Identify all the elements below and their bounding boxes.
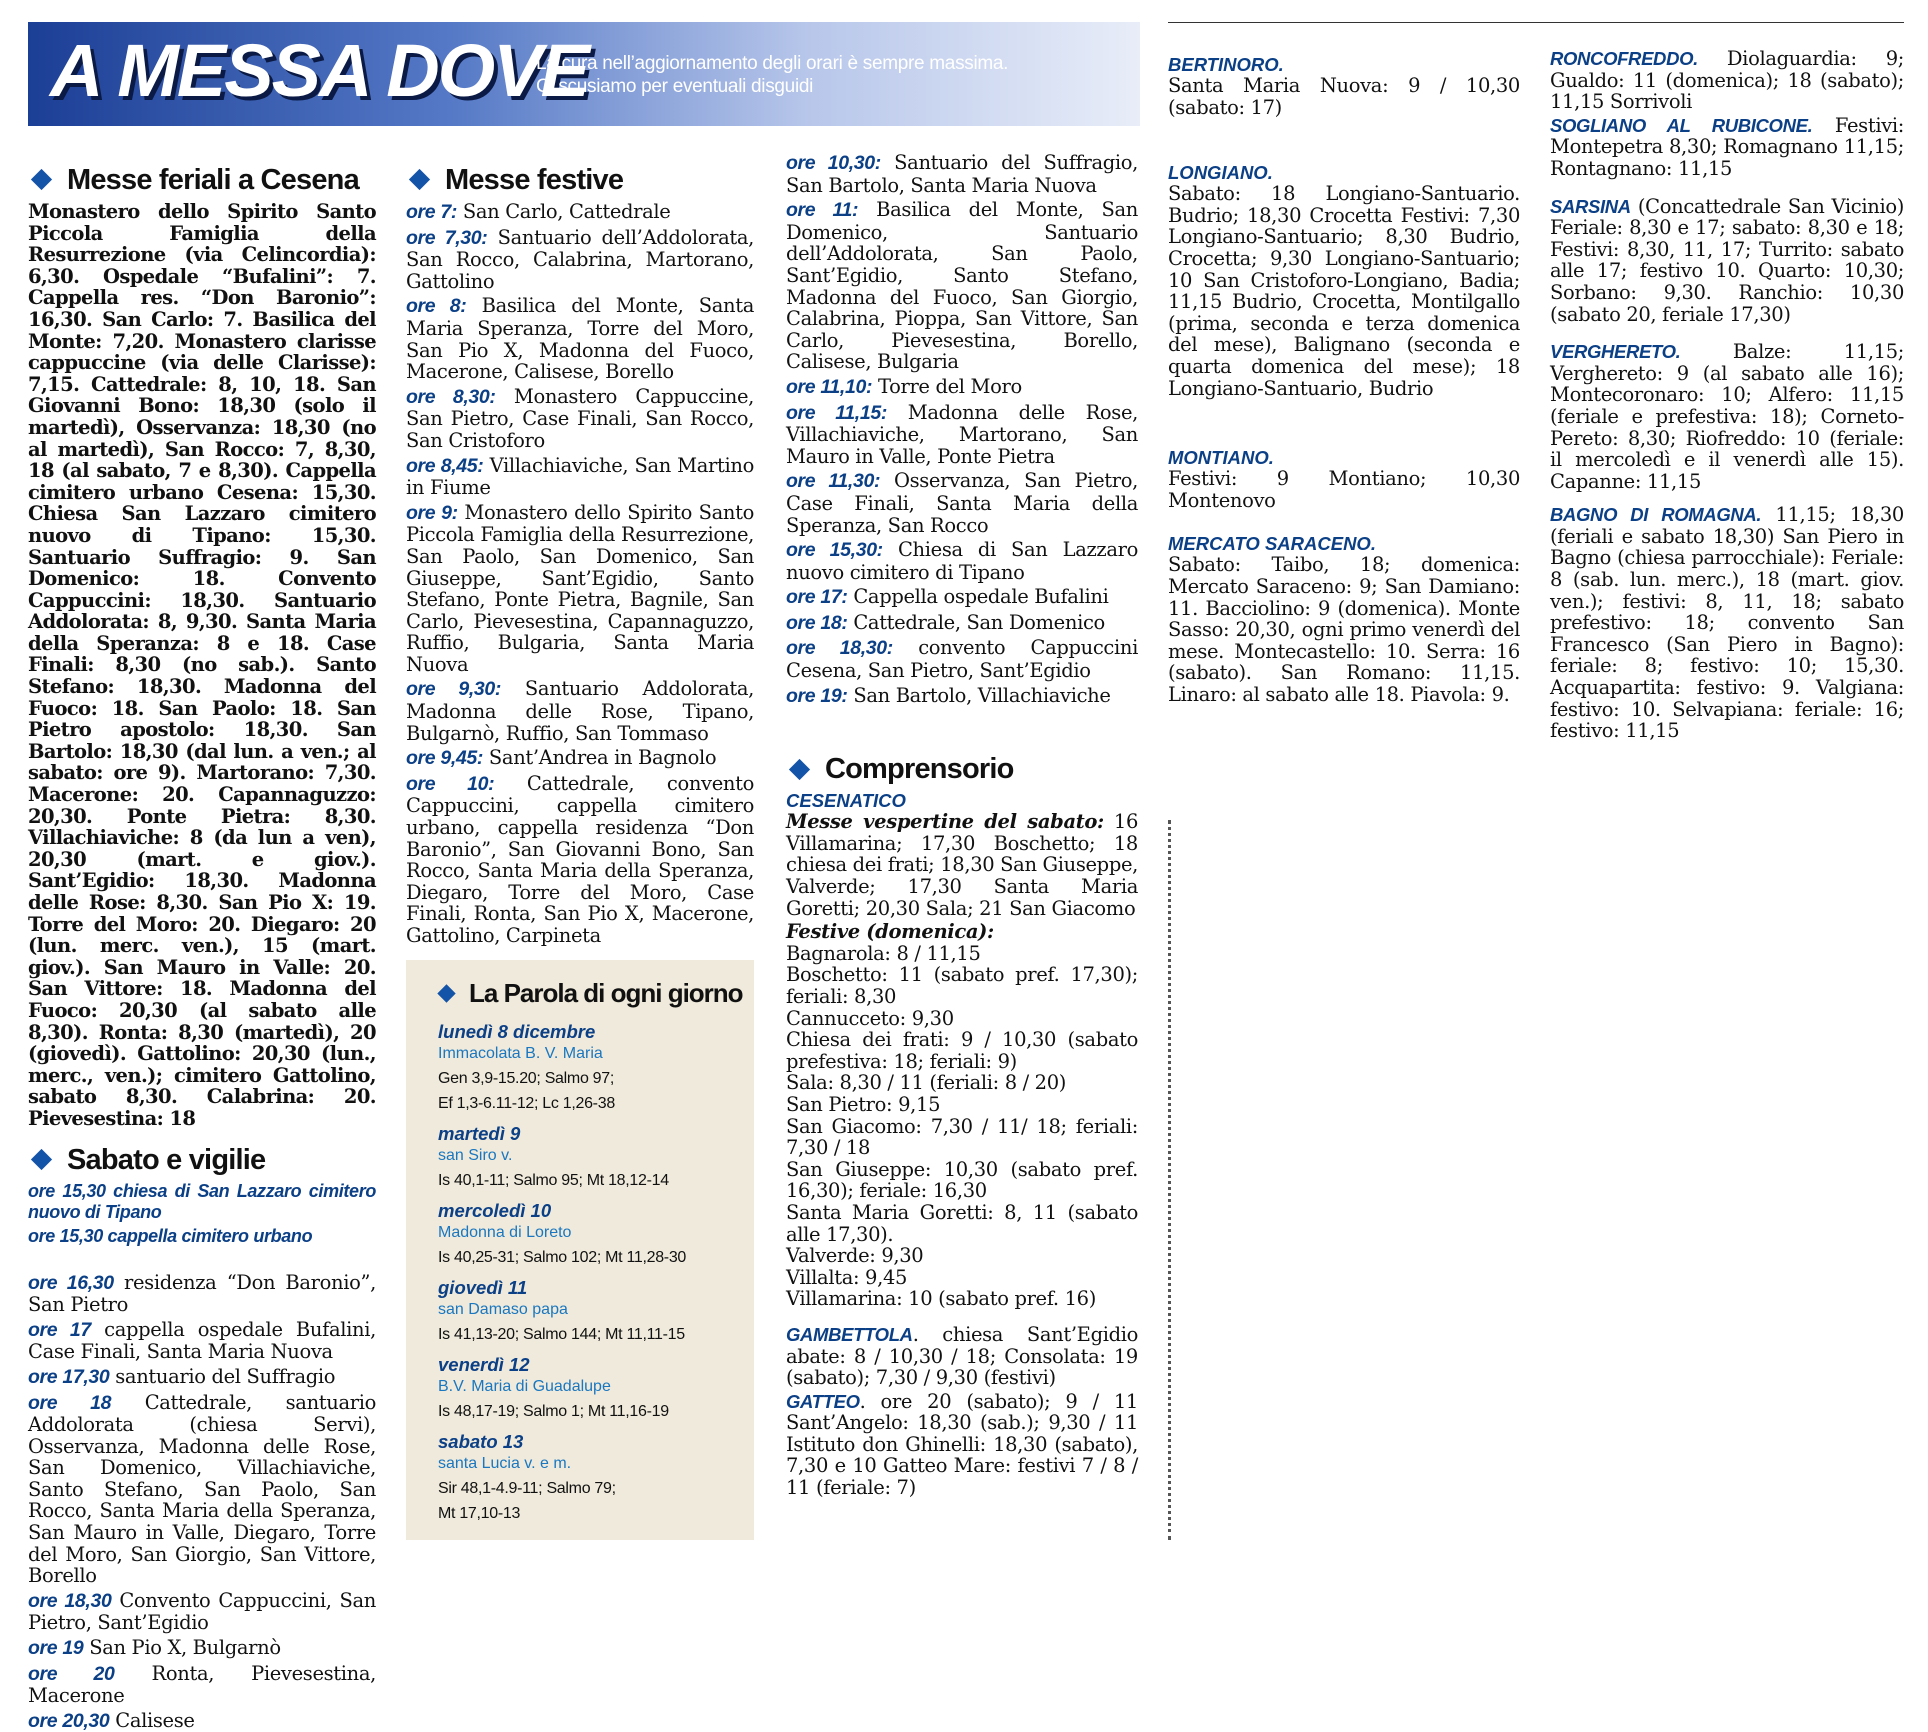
festive-entry: ore 9: Monastero dello Spirito Santo Piccola Famiglia della Resurrezione, San Paolo, San Domenico, San Giuseppe, Sant’Egidio, Santo Stefano, Ponte Pietra, Bagnile, San Carlo, Pievesestina, Capannaguzzo, Ruffio, Bulgaria, Santa Maria Nuova (406, 500, 754, 676)
cesenatico-line: Chiesa dei frati: 9 / 10,30 (sabato prefestiva: 18; feriali: 9) (786, 1028, 1138, 1073)
parola-box (406, 960, 754, 1540)
longiano-text: Sabato: 18 Longiano-Santuario. Budrio; 18,30 Crocetta Festivi: 7,30 Longiano-Santuario; 8,30 Budrio, Crocetta; 9,30 Longiano-Santuario; 10 San Cristoforo-Longiano, Badia; 11,15 Budrio, Crocetta, Montilgallo (prima, seconda e terza domenica del mese), Balignano (seconda e quarta domenica del mese); 18 Longiano-Santuario, Budrio (1168, 182, 1520, 400)
bertinoro-text: Santa Maria Nuova: 9 / 10,30 (sabato: 17) (1168, 74, 1520, 119)
montiano-text: Festivi: 9 Montiano; 10,30 Montenovo (1168, 467, 1520, 512)
parola-saint: B.V. Maria di Guadalupe (438, 1378, 611, 1395)
banner-subtitle-line-1: La cura nell’aggiornamento degli orari è sempre massima. (536, 53, 1009, 74)
cesenatico-line: Santa Maria Goretti: 8, 11 (sabato alle 17,30). (786, 1200, 1138, 1246)
sabato-entry: ore 20,30 Calisese (28, 1708, 195, 1732)
festive-entry: ore 15,30: Chiesa di San Lazzaro nuovo cimitero di Tipano (786, 538, 1138, 584)
sarsina-entry: SARSINA (Concattedrale San Vicinio) Feriale: 8,30 e 17; sabato: 8,30 e 18; Festivi: 8,30, 11, 17; Turrito: sabato alle 17; festivo 10. Quarto: 10,30; Sorbano: 9,30. Ranchio: 10,30 (sabato 20, feriale 17,30) (1550, 194, 1904, 326)
cesenatico-line: San Pietro: 9,15 (786, 1092, 941, 1116)
sabato-entry: ore 16,30 residenza “Don Baronio”, San Pietro (28, 1270, 376, 1317)
top-rule (1168, 22, 1904, 23)
location-mercato-saraceno: MERCATO SARACENO. (1168, 533, 1376, 555)
sabato-intro-1: ore 15,30 chiesa di San Lazzaro cimitero nuovo di Tipano (28, 1180, 376, 1222)
festive-entry: ore 19: San Bartolo, Villachiaviche (786, 683, 1111, 707)
festive-entry: ore 9,30: Santuario Addolorata, Madonna delle Rose, Tipano, Bulgarnò, Ruffio, San Tommaso (406, 677, 754, 745)
festive-entry: ore 7: San Carlo, Cattedrale (406, 200, 671, 223)
sogliano-entry: SOGLIANO AL RUBICONE. Festivi: Montepetra 8,30; Romagnano 11,15; Rontagnano: 11,15 (1550, 113, 1904, 180)
parola-saint: Immacolata B. V. Maria (438, 1045, 603, 1062)
festive-entry: ore 11,15: Madonna delle Rose, Villachiaviche, Martorano, San Mauro in Valle, Ponte Pietra (786, 400, 1139, 468)
parola-day: sabato 13 (438, 1431, 524, 1452)
parola-readings: Gen 3,9-15.20; Salmo 97; (438, 1070, 615, 1087)
gatteo-entry: GATTEO. ore 20 (sabato); 9 / 11 Sant’Angelo: 18,30 (sab.); 9,30 / 11 Istituto don Ghinelli: 18,30 (sabato), 7,30 e 10 Gatteo Mare: festivi 7 / 8 / 11 (feriale: 7) (786, 1389, 1138, 1500)
parola-saint: san Damaso papa (438, 1301, 568, 1318)
column-feriali (28, 158, 376, 1732)
banner-subtitle (536, 52, 1008, 98)
parola-list (406, 1021, 754, 1525)
page-title: A MESSA DOVE (50, 29, 588, 112)
cesenatico-festive-label: Festive (domenica): (786, 920, 994, 944)
diamond-bullet-icon (409, 169, 430, 190)
parola-readings: Mt 17,10-13 (438, 1505, 521, 1522)
festive-entry: ore 8: Basilica del Monte, Santa Maria Speranza, Torre del Moro, San Pio X, Madonna del Fuoco, Macerone, Calisese, Borello (406, 294, 754, 384)
sabato-entry: ore 20 Ronta, Pievesestina, Macerone (28, 1661, 376, 1708)
cesenatico-line: Cannucceto: 9,30 (786, 1006, 954, 1030)
festive-entry: ore 18: Cattedrale, San Domenico (786, 610, 1105, 634)
section-heading-festive: Messe festive (406, 164, 754, 197)
sabato-entry: ore 17,30 santuario del Suffragio (28, 1364, 336, 1388)
festive-entry: ore 8,30: Monastero Cappuccine, San Pietro, Case Finali, San Rocco, San Cristoforo (406, 384, 754, 452)
cesenatico-line: San Giacomo: 7,30 / 11/ 18; feriali: 7,30 / 18 (786, 1114, 1138, 1160)
cesenatico-line: Sala: 8,30 / 11 (feriali: 8 / 20) (786, 1071, 1067, 1095)
cesenatico-line: Valverde: 9,30 (786, 1244, 924, 1268)
sabato-entry: ore 17 cappella ospedale Bufalini, Case Finali, Santa Maria Nuova (28, 1317, 376, 1364)
festive-entry: ore 11: Basilica del Monte, San Domenico, Santuario dell’Addolorata, San Paolo, Sant’Egidio, Santo Stefano, Madonna del Fuoco, San Giorgio, Calabrina, Pioppa, San Vittore, San Carlo, Pievesestina, Borello, Calisese, Bulgaria (786, 198, 1138, 374)
column-comprensorio-1 (1168, 48, 1520, 768)
festive-entry: ore 10,30: Santuario del Suffragio, San Bartolo, Santa Maria Nuova (786, 151, 1138, 197)
location-longiano: LONGIANO. (1168, 162, 1273, 184)
dotted-column-divider (1168, 820, 1171, 1540)
diamond-bullet-icon (437, 984, 455, 1002)
cesenatico-line: Boschetto: 11 (sabato pref. 17,30); feriali: 8,30 (786, 963, 1138, 1008)
sabato-entry: ore 19 San Pio X, Bulgarnò (28, 1636, 281, 1660)
parola-readings: Is 40,25-31; Salmo 102; Mt 11,28-30 (438, 1249, 687, 1266)
parola-day: venerdì 12 (438, 1354, 530, 1375)
feriali-text: Monastero dello Spirito Santo Piccola Famiglia della Resurrezione (via Celincordia): 6,30. Ospedale “Bufalini”: 7. Cappella res. “Don Baronio”: 16,30. San Carlo: 7. Basilica del Monte: 7,20. Monastero clarisse cappuccine (via delle Clarisse): 7,15. Cattedrale: 8, 10, 18. San Giovanni Bono: 18,30 (solo il martedì), Osservanza: 18,30 (no al martedì), San Rocco: 7, 8,30, 18 (al sabato, 7 e 8,30). Cappella cimitero urbano Cesena: 15,30. Chiesa San Lazzaro cimitero nuovo di Tipano: 15,30. Santuario Suffragio: 9. San Domenico: 18. Convento Cappuccini: 18,30. Santuario Addolorata: 8, 9,30. Santa Maria della Speranza: 8 e 18. Case Finali: 8,30 (no sab.). Santo Stefano: 18,30. Madonna del Fuoco: 18. San Paolo: 18. San Pietro apostolo: 18,30. San Bartolo: 18,30 (dal lun. a ven.; al sabato: ore 9). Martorano: 7,30. Macerone: 20. Capannaguzzo: 20,30. Ponte Pietra: 8,30. Villachiaviche: 8 (da lun a ven), 20,30 (mart. e giov.). Sant’Egidio: 18,30. Madonna delle Rose: 8,30. San Pio X: 19. Torre del Moro: 20. Diegaro: 20 (lun. merc. ven.), 15 (mart. giov.). San Mauro in Valle: 20. San Vittore: 18. Madonna del Fuoco: 20,30 (al sabato alle 8,30). Ronta: 8,30 (martedì), 20 (giovedì). Gattolino: 20,30 (lun., merc., ven.); cimitero Gattolino, sabato 8,30. Calabrina: 20. Pievesestina: 18 (28, 200, 376, 1130)
verghereto-entry: VERGHERETO. Balze: 11,15; Verghereto: 9 (al sabato alle 16); Montecoronaro: 10; Alfero: 11,15 (feriale e prefestiva: 18); Corneto-Pereto: 8,30; Riofreddo: 10 (feriale: il mercoledì e il venerdì alle 15). Capanne: 11,15 (1550, 340, 1904, 493)
parola-saint: Madonna di Loreto (438, 1224, 572, 1241)
parola-day: martedì 9 (438, 1123, 521, 1144)
location-montiano: MONTIANO. (1168, 447, 1274, 469)
festive-list-continued (786, 152, 1138, 707)
festive-entry: ore 9,45: Sant’Andrea in Bagnolo (406, 746, 717, 770)
diamond-bullet-icon (31, 169, 52, 190)
parola-readings: Is 40,1-11; Salmo 95; Mt 18,12-14 (438, 1172, 669, 1189)
cesenatico-line: Villalta: 9,45 (786, 1265, 908, 1289)
festive-entry: ore 11,30: Osservanza, San Pietro, Case Finali, Santa Maria della Speranza, San Rocco (786, 469, 1138, 537)
bagno-di-romagna-entry: BAGNO DI ROMAGNA. 11,15; 18,30 (feriali e sabato 18,30) San Piero in Bagno (chiesa parrocchiale): Feriale: 8 (sab. lun. merc.), 18 (mart. giov. ven.); festivi: 8, 11, 18; sabato prefestivo: 18; convento San Francesco (San Piero in Bagno): feriale: 8; festivo: 10; 15,30. Acquapartita: festivo: 9. Valgiana: festivo: 10. Selvapiana: feriale: 16; festivo: 11,15 (1550, 503, 1904, 743)
parola-saint: santa Lucia v. e m. (438, 1455, 572, 1472)
cesenatico-line: Villamarina: 10 (sabato pref. 16) (786, 1287, 1096, 1311)
roncofreddo-entry: RONCOFREDDO. Diolaguardia: 9; Gualdo: 11 (domenica); 18 (sabato); 11,15 Sorrivoli (1550, 47, 1904, 114)
sabato-entry: ore 18,30 Convento Cappuccini, San Pietro, Sant’Egidio (28, 1588, 376, 1635)
parola-readings: Is 48,17-19; Salmo 1; Mt 11,16-19 (438, 1403, 669, 1420)
festive-entry: ore 11,10: Torre del Moro (786, 374, 1022, 398)
column-festive (406, 158, 754, 948)
sabato-intro-2: ore 15,30 cappella cimitero urbano (28, 1225, 313, 1246)
parola-readings: Sir 48,1-4.9-11; Salmo 79; (438, 1480, 616, 1497)
banner-subtitle-line-2: Ci scusiamo per eventuali disguidi (536, 76, 814, 97)
sabato-list (28, 1272, 376, 1732)
sabato-entry: ore 18 Cattedrale, santuario Addolorata (chiesa Servi), Osservanza, Madonna delle Rose, San Domenico, Villachiaviche, Santo Stefano, San Paolo, San Rocco, Santa Maria della Speranza, San Mauro in Valle, Diegaro, Torre del Moro, San Giorgio, San Vittore, Borello (28, 1390, 376, 1588)
cesenatico-lines (786, 943, 1138, 1310)
section-heading-sabato: Sabato e vigilie (28, 1144, 376, 1177)
festive-entry: ore 17: Cappella ospedale Bufalini (786, 585, 1109, 609)
parola-day: lunedì 8 dicembre (438, 1021, 596, 1042)
cesenatico-line: San Giuseppe: 10,30 (sabato pref. 16,30); feriale: 16,30 (786, 1157, 1138, 1203)
parola-heading: La Parola di ogni giorno (426, 978, 754, 1009)
location-bertinoro: BERTINORO. (1168, 54, 1284, 75)
parola-saint: san Siro v. (438, 1147, 513, 1164)
gambettola-entry: GAMBETTOLA. chiesa Sant’Egidio abate: 8 / 10,30 / 18; Consolata: 19 (sabato); 7,30 / 9,30 (festivi) (786, 1322, 1138, 1390)
parola-day: giovedì 11 (438, 1277, 528, 1298)
column-festive-continued (786, 152, 1138, 1552)
festive-entry: ore 18,30: convento Cappuccini Cesena, San Pietro, Sant’Egidio (786, 636, 1138, 683)
festive-list (406, 201, 754, 947)
diamond-bullet-icon (31, 1149, 52, 1170)
location-cesenatico: CESENATICO (786, 790, 906, 812)
parola-readings: Is 41,13-20; Salmo 144; Mt 11,11-15 (438, 1326, 685, 1343)
mercato-saraceno-text: Sabato: Taibo, 18; domenica: Mercato Saraceno: 9; San Damiano: 11. Bacciolino: 9 (domenica). Monte Sasso: 20,30, ogni primo venerdì del mese. Montecastello: 10. Serra: 16 (sabato). San Romano: 11,15. Linaro: al sabato alle 18. Piavola: 9. (1168, 553, 1520, 706)
festive-entry: ore 8,45: Villachiaviche, San Martino in Fiume (406, 453, 755, 500)
festive-entry: ore 7,30: Santuario dell’Addolorata, San Rocco, Calabrina, Martorano, Gattolino (406, 225, 754, 293)
parola-day: mercoledì 10 (438, 1200, 552, 1221)
diamond-bullet-icon (789, 758, 810, 779)
section-heading-feriali: Messe feriali a Cesena (28, 164, 376, 197)
section-heading-comprensorio: Comprensorio (786, 753, 1138, 786)
parola-readings: Ef 1,3-6.11-12; Lc 1,26-38 (438, 1095, 615, 1112)
header-banner (28, 22, 1140, 126)
cesenatico-line: Bagnarola: 8 / 11,15 (786, 941, 981, 965)
column-comprensorio-2 (1550, 48, 1904, 768)
cesenatico-vespertine: Messe vespertine del sabato: 16 Villamarina; 17,30 Boschetto; 18 chiesa dei frati; 18,30 San Giuseppe, Valverde; 17,30 Santa Maria Goretti; 20,30 Sala; 21 San Giacomo (786, 810, 1139, 920)
festive-entry: ore 10: Cattedrale, convento Cappuccini, cappella cimitero urbano, cappella residenza “Don Baronio”, San Giovanni Bono, San Rocco, Santa Maria della Speranza, Diegaro, Torre del Moro, Case Finali, Ronta, San Pio X, Macerone, Gattolino, Carpineta (406, 771, 755, 947)
